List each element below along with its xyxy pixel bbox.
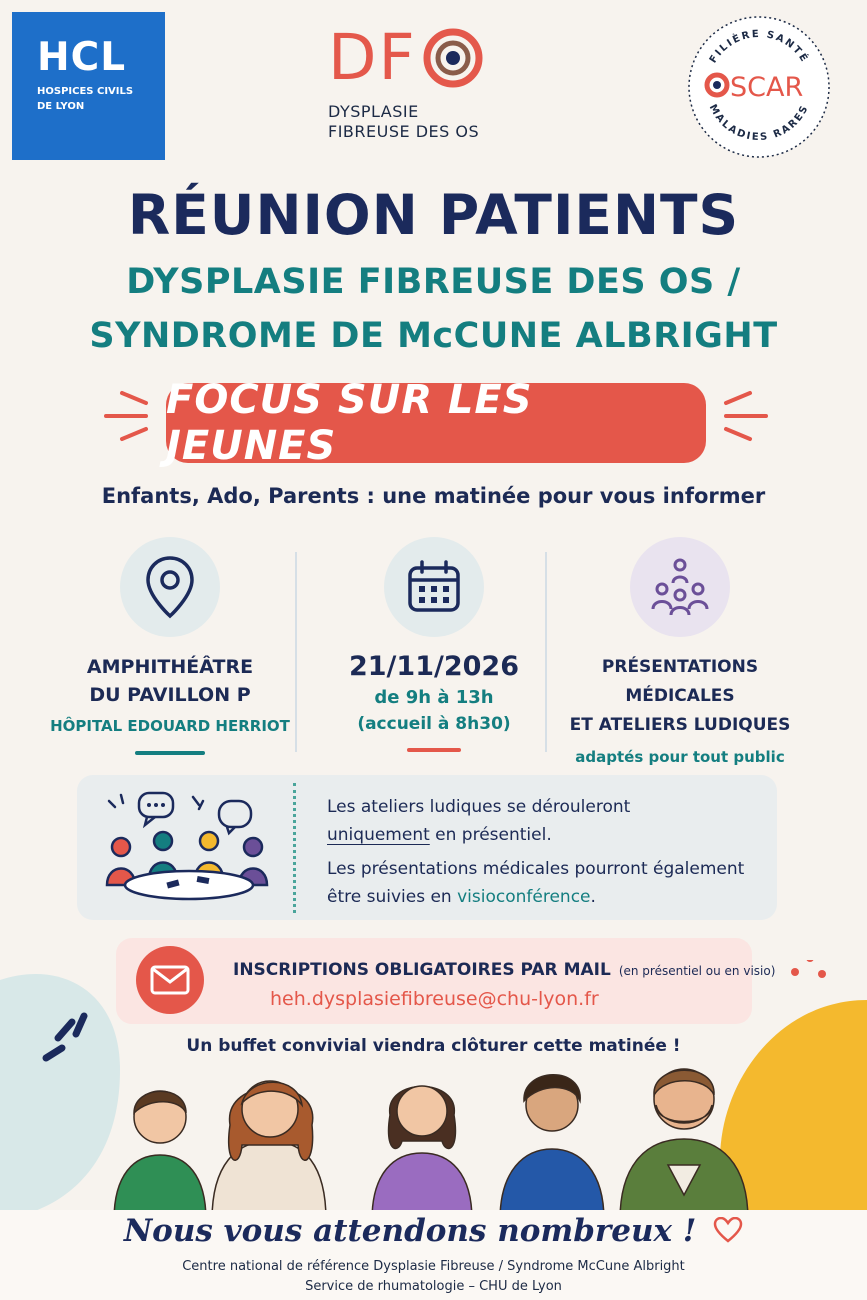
focus-banner — [166, 377, 706, 469]
info-text — [327, 793, 767, 911]
focus-banner-text: FOCUS SUR LES JEUNES — [166, 377, 533, 469]
date-column — [284, 537, 584, 752]
place-line1: AMPHITHÉÂTRE — [86, 656, 254, 678]
program-icon-circle — [630, 537, 730, 637]
event-date: 21/11/2026 — [348, 651, 519, 682]
hcl-logo-text: HCL — [37, 35, 127, 80]
dfo-logo-line2: FIBREUSE DES OS — [328, 122, 480, 141]
info-line1: Les ateliers ludiques se dérouleront — [327, 797, 631, 817]
burst-right-icon — [712, 383, 772, 463]
eye-target-icon — [421, 26, 485, 90]
burst-left-icon — [100, 383, 160, 463]
place-underline — [135, 751, 205, 755]
mail-icon-circle — [136, 946, 204, 1014]
info-line3: Les présentations médicales pourront également — [327, 859, 745, 879]
registration-note: (en présentiel ou en visio) — [618, 964, 776, 978]
oscar-bottom-text: MALADIES RARES — [706, 102, 812, 144]
place-line3: HÔPITAL EDOUARD HERRIOT — [50, 717, 290, 735]
program-column — [549, 537, 811, 786]
event-hours: de 9h à 13h — [374, 687, 494, 708]
closing-text: Nous vous attendons nombreux ! — [123, 1213, 697, 1249]
hcl-logo-line1: HOSPICES CIVILS — [37, 86, 134, 97]
hcl-logo — [12, 12, 165, 160]
dfo-logo — [328, 21, 518, 151]
subtitle-line2: SYNDROME DE McCUNE ALBRIGHT — [89, 316, 778, 356]
info-visio-word: visioconférence — [457, 887, 591, 907]
group-people-icon — [645, 557, 715, 617]
program-line3: adaptés pour tout public — [575, 748, 785, 766]
info-line4-start: être suivies en — [327, 887, 458, 907]
date-underline — [407, 748, 461, 752]
program-line2: ET ATELIERS LUDIQUES — [569, 715, 791, 735]
dfo-logo-letters: DF — [328, 21, 417, 94]
closing-line — [0, 1213, 867, 1249]
place-line2: DU PAVILLON P — [89, 684, 251, 706]
registration-heading — [233, 960, 775, 980]
page-title: RÉUNION PATIENTS — [127, 183, 740, 247]
date-icon-circle — [384, 537, 484, 637]
info-box — [77, 775, 777, 920]
coral-dots — [786, 960, 844, 978]
registration-title: INSCRIPTIONS OBLIGATOIRES PAR MAIL — [233, 960, 611, 980]
column-separator — [545, 552, 547, 752]
registration-box — [116, 938, 776, 1024]
info-divider — [293, 783, 296, 913]
subtitle-line1: DYSPLASIE FIBREUSE DES OS / — [126, 262, 741, 302]
info-line4-end: . — [590, 887, 596, 907]
envelope-icon — [150, 965, 190, 995]
place-icon-circle — [120, 537, 220, 637]
event-welcome: (accueil à 8h30) — [357, 714, 511, 734]
oscar-logo — [686, 14, 832, 160]
families-illustration — [100, 1055, 780, 1220]
calendar-icon — [405, 558, 463, 616]
info-line4 — [327, 883, 767, 911]
info-line2-rest: en présentiel. — [429, 825, 552, 845]
program-line1: PRÉSENTATIONS MÉDICALES — [601, 657, 759, 706]
info-underlined-word: uniquement — [327, 825, 430, 845]
oscar-name: SCAR — [730, 72, 804, 103]
dfo-logo-line1: DYSPLASIE — [328, 102, 419, 121]
registration-email[interactable]: heh.dysplasiefibreuse@chu-lyon.fr — [270, 988, 599, 1010]
place-column — [40, 537, 300, 755]
info-line2 — [327, 821, 767, 849]
workshop-illustration — [101, 789, 279, 907]
oscar-top-text: FILIÈRE SANTÉ — [707, 28, 811, 66]
heart-icon — [713, 1217, 743, 1243]
tagline: Enfants, Ado, Parents : une matinée pour vous informer — [101, 484, 766, 508]
hcl-logo-line2: DE LYON — [37, 101, 85, 112]
map-pin-icon — [142, 554, 198, 620]
buffet-note: Un buffet convivial viendra clôturer cette matinée ! — [186, 1036, 681, 1056]
footer-line2: Service de rhumatologie – CHU de Lyon — [305, 1279, 562, 1294]
footer-line1: Centre national de référence Dysplasie Fibreuse / Syndrome McCune Albright — [182, 1259, 685, 1274]
